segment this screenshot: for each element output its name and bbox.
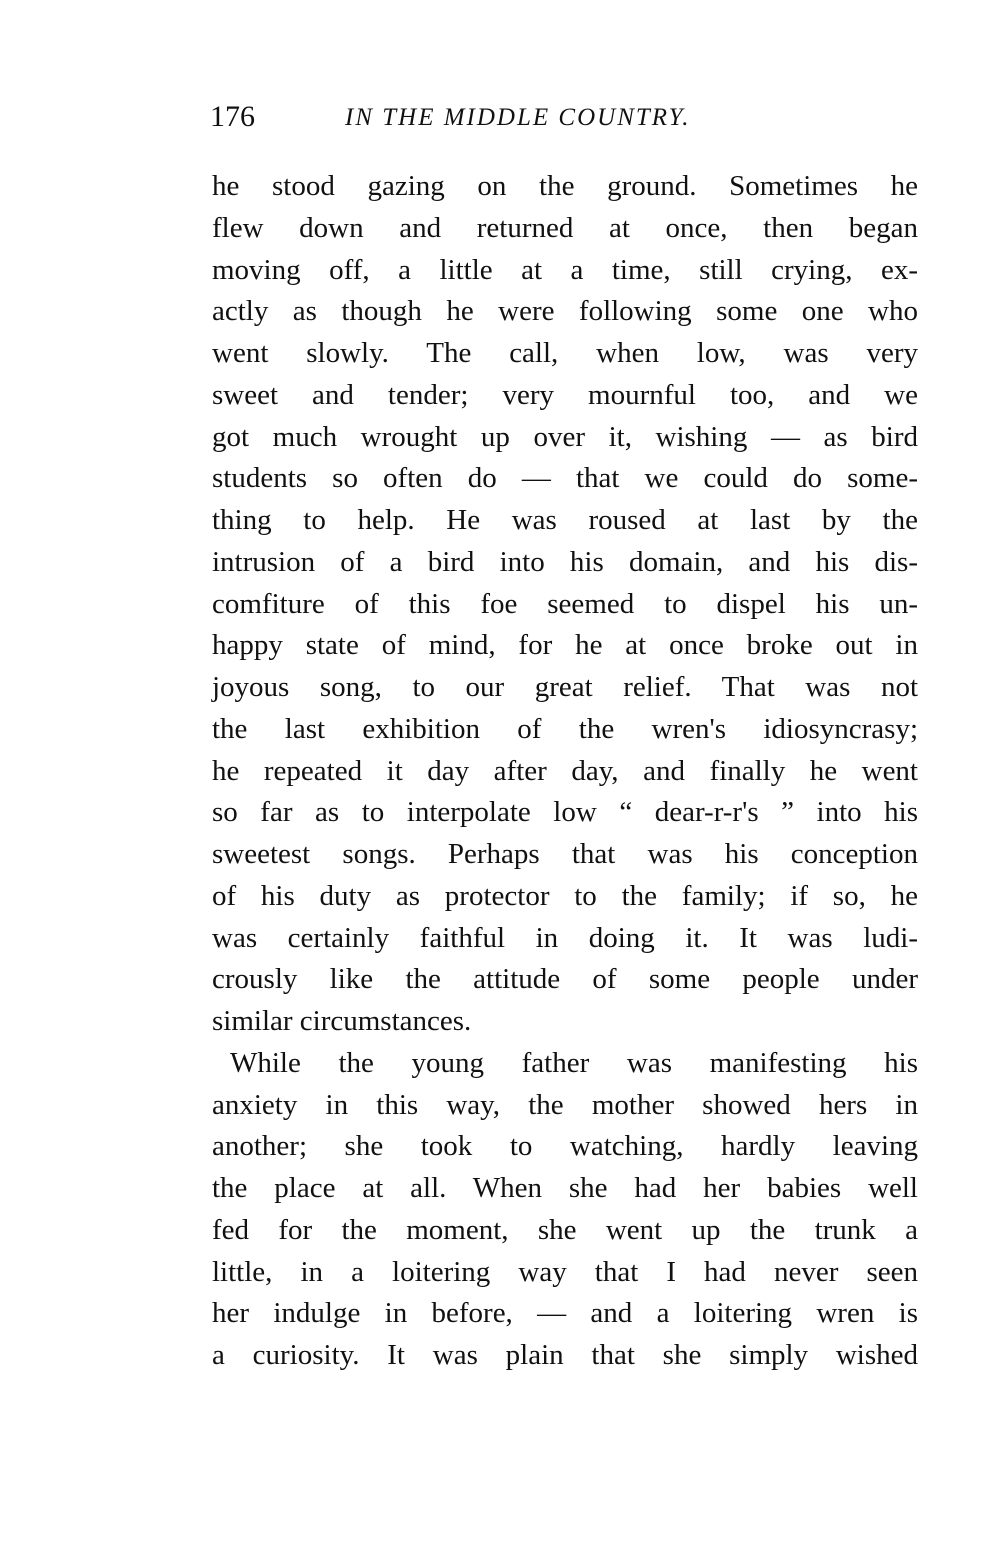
- text-line: sweet and tender; very mournful too, and we: [212, 378, 918, 411]
- text-line: he repeated it day after day, and finally he went: [212, 754, 918, 787]
- text-line: a curiosity. It was plain that she simply wished: [212, 1339, 918, 1371]
- text-line: actly as though he were following some one who: [212, 295, 918, 328]
- text-line: similar circumstances.: [212, 1005, 472, 1037]
- text-line: got much wrought up over it, wishing — as bird: [212, 420, 918, 453]
- text-line: intrusion of a bird into his domain, and his dis-: [212, 545, 918, 578]
- text-line: joyous song, to our great relief. That was not: [212, 671, 918, 703]
- text-line: sweetest songs. Perhaps that was his conception: [212, 838, 918, 870]
- page-number: 176: [210, 100, 255, 133]
- text-line: crously like the attitude of some people under: [212, 963, 918, 996]
- text-line: went slowly. The call, when low, was very: [212, 337, 918, 369]
- text-line: students so often do — that we could do some-: [212, 462, 918, 495]
- text-line: of his duty as protector to the family; if so, he: [212, 879, 918, 912]
- running-title: IN THE MIDDLE COUNTRY.: [345, 104, 691, 131]
- text-line: comfiture of this foe seemed to dispel his un-: [212, 587, 918, 620]
- text-line: anxiety in this way, the mother showed hers in: [212, 1088, 918, 1121]
- text-line: flew down and returned at once, then began: [212, 211, 918, 244]
- text-line: happy state of mind, for he at once broke out in: [212, 629, 918, 662]
- text-line: was certainly faithful in doing it. It was ludi-: [212, 921, 918, 954]
- text-line: moving off, a little at a time, still crying, ex-: [212, 253, 918, 286]
- text-line: the place at all. When she had her babies well: [212, 1172, 918, 1204]
- body-text: [212, 166, 918, 1377]
- text-line: another; she took to watching, hardly leaving: [212, 1130, 918, 1163]
- text-line: her indulge in before, — and a loitering wren is: [212, 1297, 918, 1330]
- text-line: little, in a loitering way that I had never seen: [212, 1255, 918, 1288]
- text-line: While the young father was manifesting his: [230, 1046, 918, 1079]
- text-line: so far as to interpolate low “ dear-r-r's ” into his: [212, 796, 918, 829]
- text-line: the last exhibition of the wren's idiosyncrasy;: [212, 712, 918, 745]
- text-line: he stood gazing on the ground. Sometimes he: [212, 170, 918, 202]
- text-line: thing to help. He was roused at last by the: [212, 504, 918, 536]
- text-line: fed for the moment, she went up the trunk a: [212, 1213, 918, 1246]
